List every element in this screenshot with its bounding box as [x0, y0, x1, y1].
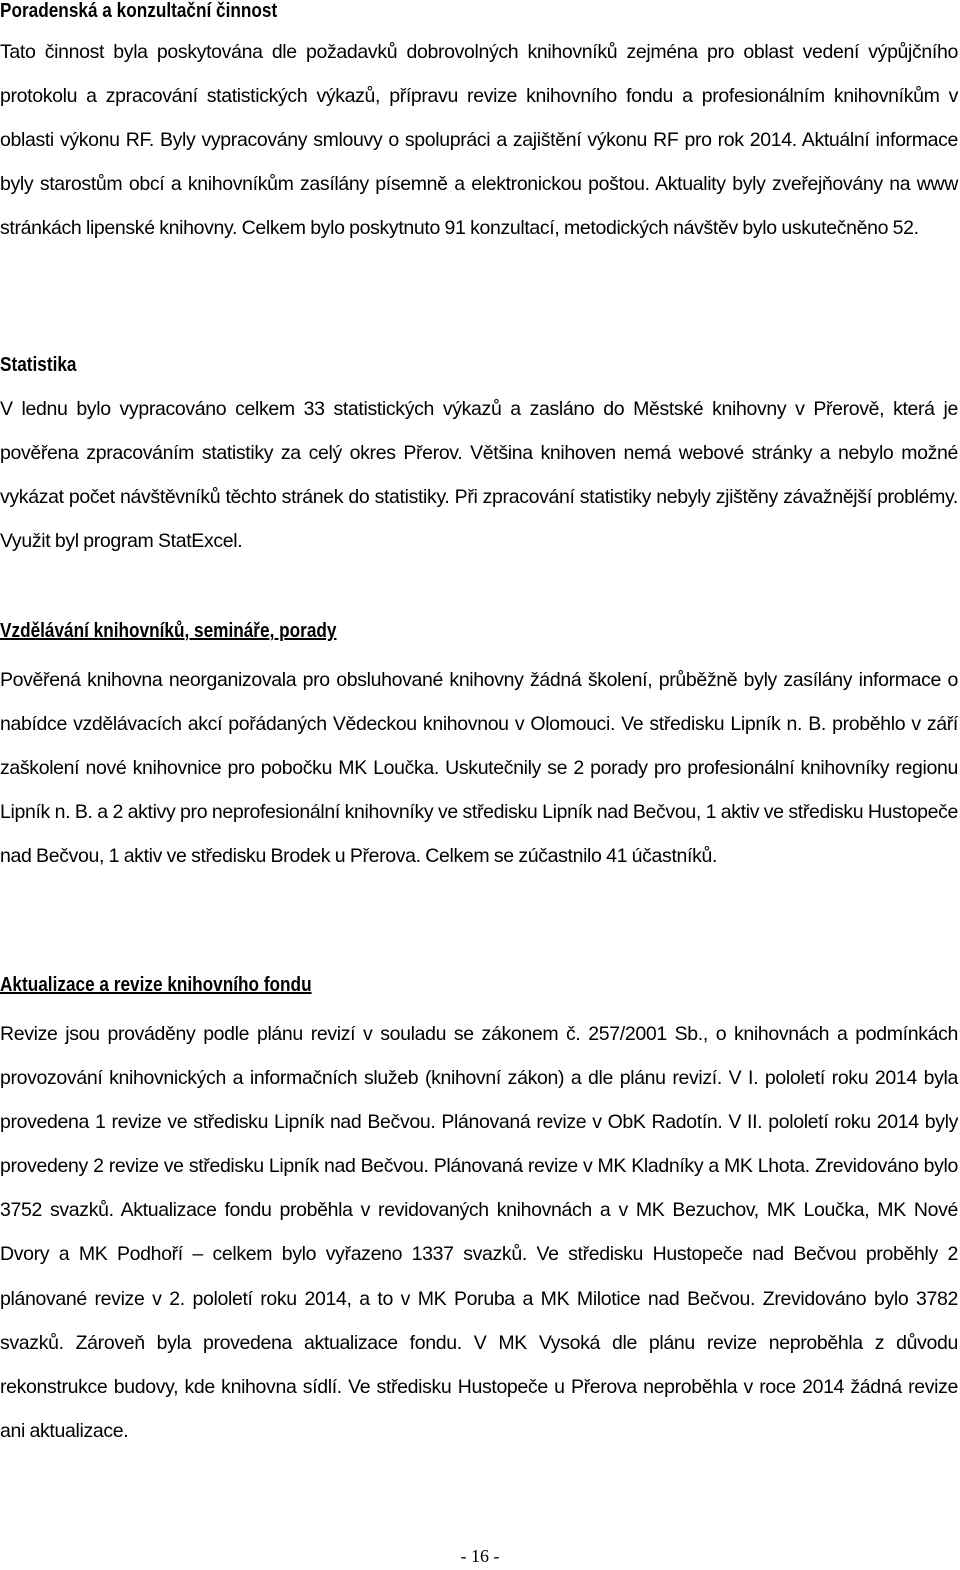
section-heading: Vzdělávání knihovníků, semináře, porady — [0, 620, 337, 642]
section-poradenska — [0, 0, 958, 250]
section-paragraph: Tato činnost byla poskytována dle požadavků dobrovolných knihovníků zejména pro oblast vedení výpůjčního protokolu a zpracování statistických výkazů, přípravu revize knihovního fondu a profesionálním knihovníkům v oblasti výkonu RF. Byly vypracovány smlouvy o spolupráci a zajištění výkonu RF pro rok 2014. Aktuální informace byly starostům obcí a knihovníkům zasílány písemně a elektronickou poštou. Aktuality byly zveřejňovány na www stránkách lipenské knihovny. Celkem bylo poskytnuto 91 konzultací, metodických návštěv bylo uskutečněno 52. — [0, 41, 958, 240]
section-heading: Poradenská a konzultační činnost — [0, 0, 278, 22]
section-vzdelavani — [0, 618, 958, 878]
section-statistika — [0, 352, 958, 563]
page-number: - 16 - — [460, 1546, 500, 1566]
section-paragraph: Revize jsou prováděny podle plánu revizí v souladu se zákonem č. 257/2001 Sb., o knihovnách a podmínkách provozování knihovnických a informačních služeb (knihovní zákon) a dle plánu revizí. V I. pololetí roku 2014 byla provedena 1 revize ve středisku Lipník nad Bečvou. Plánovaná revize v ObK Radotín. V II. pololetí roku 2014 byly provedeny 2 revize ve středisku Lipník nad Bečvou. Plánovaná revize v MK Kladníky a MK Lhota. Zrevidováno bylo 3752 svazků. Aktualizace fondu proběhla v revidovaných knihovnách a v MK Bezuchov, MK Loučka, MK Nové Dvory a MK Podhoří – celkem bylo vyřazeno 1337 svazků. Ve středisku Hustopeče nad Bečvou proběhly 2 plánované revize v 2. pololetí roku 2014, a to v MK Poruba a MK Milotice nad Bečvou. Zrevidováno bylo 3782 svazků. Zároveň byla provedena aktualizace fondu. V MK Vysoká dle plánu revize neproběhla z důvodu rekonstrukce budovy, kde knihovna sídlí. Ve středisku Hustopeče u Přerova neproběhla v roce 2014 žádná revize ani aktualizace. — [0, 1023, 958, 1442]
section-heading: Statistika — [0, 354, 77, 376]
section-paragraph: V lednu bylo vypracováno celkem 33 statistických výkazů a zasláno do Městské knihovny v Přerově, která je pověřena zpracováním statistiky za celý okres Přerov. Většina knihoven nemá webové stránky a nebylo možné vykázat počet návštěvníků těchto stránek do statistiky. Při zpracování statistiky nebyly zjištěny závažnější problémy. Využit byl program StatExcel. — [0, 398, 958, 553]
section-aktualizace — [0, 972, 958, 1453]
section-heading: Aktualizace a revize knihovního fondu — [0, 974, 312, 996]
section-paragraph: Pověřená knihovna neorganizovala pro obsluhované knihovny žádná školení, průběžně byly zasílány informace o nabídce vzdělávacích akcí pořádaných Vědeckou knihovnou v Olomouci. Ve středisku Lipník n. B. proběhlo v září zaškolení nové knihovnice pro pobočku MK Loučka. Uskutečnily se 2 porady pro profesionální knihovníky regionu Lipník n. B. a 2 aktivy pro neprofesionální knihovníky ve středisku Lipník nad Bečvou, 1 aktiv ve středisku Hustopeče nad Bečvou, 1 aktiv ve středisku Brodek u Přerova. Celkem se zúčastnilo 41 účastníků. — [0, 669, 958, 868]
